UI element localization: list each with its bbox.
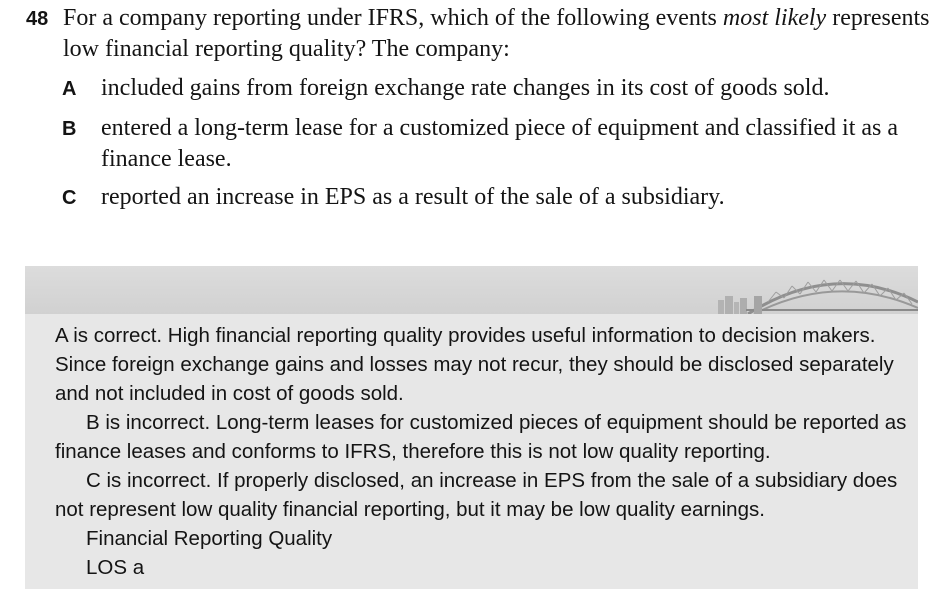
- question-number: 48: [26, 8, 49, 30]
- option-letter: A: [62, 78, 77, 100]
- explanation-paragraph-a: A is correct. High financial reporting quality provides useful information to decision makers. Since foreign exchange gains and losses may not recur, they should be disclosed separately and not included in cost of goods sold.: [55, 324, 894, 405]
- answer-box: [25, 266, 918, 589]
- option-letter: B: [62, 118, 77, 140]
- question-stem: [63, 3, 933, 65]
- bridge-icon: [658, 266, 918, 314]
- topic-label: Financial Reporting Quality: [86, 527, 333, 550]
- stem-text-start: For a company reporting under IFRS, which of the following events: [63, 5, 723, 31]
- answer-banner: [25, 266, 918, 314]
- option-letter: C: [62, 187, 77, 209]
- answer-explanation: [55, 321, 910, 582]
- los-label: LOS a: [86, 556, 145, 579]
- stem-text-end: represents low financial reporting quality? The company:: [63, 5, 930, 62]
- option-text: reported an increase in EPS as a result of the sale of a subsidiary.: [101, 184, 725, 210]
- option-text: entered a long-term lease for a customized piece of equipment and classified it as a finance lease.: [101, 115, 899, 172]
- stem-emphasis: most likely: [722, 5, 827, 31]
- explanation-paragraph-b: B is incorrect. Long-term leases for customized pieces of equipment should be reported as finance leases and conforms to IFRS, therefore this is not low quality reporting.: [55, 411, 907, 463]
- explanation-paragraph-c: C is incorrect. If properly disclosed, an increase in EPS from the sale of a subsidiary does not represent low quality financial reporting, but it may be low quality earnings.: [55, 469, 898, 521]
- option-text: included gains from foreign exchange rate changes in its cost of goods sold.: [101, 75, 830, 101]
